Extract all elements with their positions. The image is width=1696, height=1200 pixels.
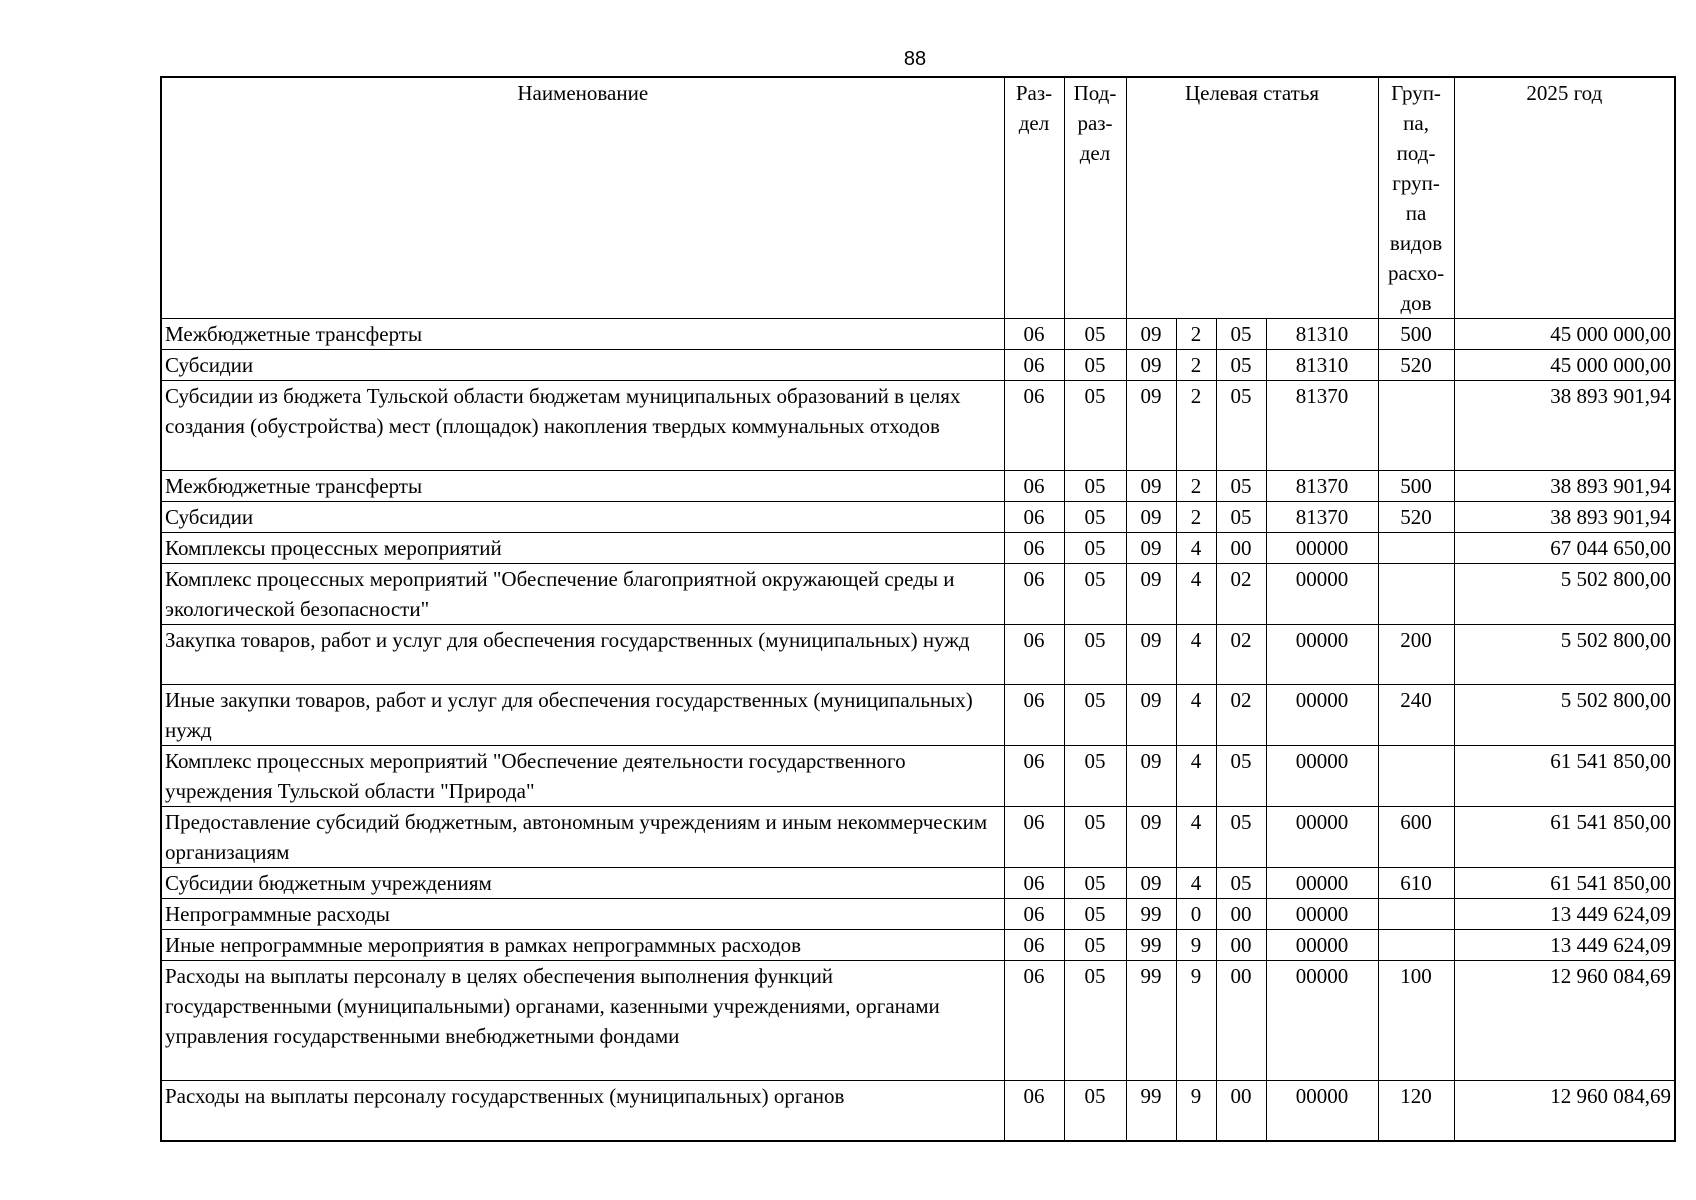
row-target-program: 09 bbox=[1126, 746, 1176, 807]
row-target-structure: 05 bbox=[1216, 868, 1266, 899]
row-target-type: 4 bbox=[1176, 533, 1216, 564]
row-section: 06 bbox=[1004, 381, 1064, 471]
row-expense-group: 500 bbox=[1378, 471, 1454, 502]
row-amount: 13 449 624,09 bbox=[1454, 899, 1675, 930]
row-target-direction: 81310 bbox=[1266, 319, 1378, 350]
row-section: 06 bbox=[1004, 899, 1064, 930]
row-name: Предоставление субсидий бюджетным, автономным учреждениям и иным некоммерческим организациям bbox=[161, 807, 1004, 868]
row-target-program: 09 bbox=[1126, 868, 1176, 899]
row-expense-group bbox=[1378, 381, 1454, 471]
row-target-structure: 02 bbox=[1216, 685, 1266, 746]
table-row bbox=[161, 502, 1675, 533]
row-name: Межбюджетные трансферты bbox=[161, 319, 1004, 350]
row-target-type: 4 bbox=[1176, 685, 1216, 746]
row-section: 06 bbox=[1004, 625, 1064, 685]
row-target-program: 99 bbox=[1126, 961, 1176, 1081]
row-subsection: 05 bbox=[1064, 564, 1126, 625]
row-target-structure: 02 bbox=[1216, 625, 1266, 685]
row-expense-group: 100 bbox=[1378, 961, 1454, 1081]
row-expense-group: 120 bbox=[1378, 1081, 1454, 1141]
page-number: 88 bbox=[903, 48, 927, 70]
row-target-direction: 00000 bbox=[1266, 961, 1378, 1081]
row-target-structure: 00 bbox=[1216, 961, 1266, 1081]
row-target-direction: 00000 bbox=[1266, 1081, 1378, 1141]
row-subsection: 05 bbox=[1064, 899, 1126, 930]
row-expense-group: 600 bbox=[1378, 807, 1454, 868]
row-target-type: 9 bbox=[1176, 930, 1216, 961]
table-row bbox=[161, 807, 1675, 868]
row-section: 06 bbox=[1004, 961, 1064, 1081]
row-subsection: 05 bbox=[1064, 1081, 1126, 1141]
header-section-text: Раз- дел bbox=[1015, 81, 1053, 135]
row-expense-group bbox=[1378, 899, 1454, 930]
row-target-structure: 05 bbox=[1216, 471, 1266, 502]
row-target-program: 09 bbox=[1126, 350, 1176, 381]
row-target-program: 09 bbox=[1126, 533, 1176, 564]
row-name: Субсидии bbox=[161, 350, 1004, 381]
row-target-type: 2 bbox=[1176, 502, 1216, 533]
row-target-structure: 05 bbox=[1216, 807, 1266, 868]
row-expense-group: 610 bbox=[1378, 868, 1454, 899]
row-amount: 61 541 850,00 bbox=[1454, 807, 1675, 868]
row-target-type: 4 bbox=[1176, 868, 1216, 899]
row-target-type: 4 bbox=[1176, 625, 1216, 685]
row-target-program: 99 bbox=[1126, 1081, 1176, 1141]
row-target-structure: 05 bbox=[1216, 350, 1266, 381]
table-row bbox=[161, 471, 1675, 502]
row-subsection: 05 bbox=[1064, 961, 1126, 1081]
row-target-type: 0 bbox=[1176, 899, 1216, 930]
row-name: Расходы на выплаты персоналу государственных (муниципальных) органов bbox=[161, 1081, 1004, 1141]
row-subsection: 05 bbox=[1064, 319, 1126, 350]
row-amount: 12 960 084,69 bbox=[1454, 961, 1675, 1081]
row-target-direction: 00000 bbox=[1266, 930, 1378, 961]
row-target-type: 2 bbox=[1176, 381, 1216, 471]
row-subsection: 05 bbox=[1064, 685, 1126, 746]
row-target-program: 09 bbox=[1126, 381, 1176, 471]
row-section: 06 bbox=[1004, 564, 1064, 625]
table-row bbox=[161, 685, 1675, 746]
row-section: 06 bbox=[1004, 502, 1064, 533]
budget-table bbox=[160, 76, 1676, 1142]
row-expense-group bbox=[1378, 746, 1454, 807]
row-target-structure: 00 bbox=[1216, 533, 1266, 564]
row-expense-group: 200 bbox=[1378, 625, 1454, 685]
row-target-direction: 00000 bbox=[1266, 807, 1378, 868]
row-name: Комплекс процессных мероприятий "Обеспечение благоприятной окружающей среды и экологической безопасности" bbox=[161, 564, 1004, 625]
row-expense-group: 520 bbox=[1378, 350, 1454, 381]
row-subsection: 05 bbox=[1064, 381, 1126, 471]
row-target-program: 09 bbox=[1126, 502, 1176, 533]
row-target-program: 09 bbox=[1126, 471, 1176, 502]
row-section: 06 bbox=[1004, 746, 1064, 807]
table-row bbox=[161, 350, 1675, 381]
row-target-direction: 00000 bbox=[1266, 533, 1378, 564]
row-target-structure: 05 bbox=[1216, 746, 1266, 807]
row-target-program: 99 bbox=[1126, 899, 1176, 930]
row-target-structure: 00 bbox=[1216, 930, 1266, 961]
row-subsection: 05 bbox=[1064, 471, 1126, 502]
row-target-structure: 02 bbox=[1216, 564, 1266, 625]
row-target-direction: 81370 bbox=[1266, 471, 1378, 502]
header-year: 2025 год bbox=[1454, 77, 1675, 319]
row-expense-group bbox=[1378, 564, 1454, 625]
table-row bbox=[161, 319, 1675, 350]
table-row bbox=[161, 381, 1675, 471]
row-name: Непрограммные расходы bbox=[161, 899, 1004, 930]
row-target-direction: 81370 bbox=[1266, 502, 1378, 533]
row-expense-group: 240 bbox=[1378, 685, 1454, 746]
row-target-program: 09 bbox=[1126, 807, 1176, 868]
row-section: 06 bbox=[1004, 685, 1064, 746]
row-expense-group: 520 bbox=[1378, 502, 1454, 533]
row-subsection: 05 bbox=[1064, 625, 1126, 685]
row-amount: 61 541 850,00 bbox=[1454, 746, 1675, 807]
row-target-direction: 00000 bbox=[1266, 625, 1378, 685]
row-name: Комплекс процессных мероприятий "Обеспечение деятельности государственного учреждения Тульской области "Природа" bbox=[161, 746, 1004, 807]
row-amount: 38 893 901,94 bbox=[1454, 381, 1675, 471]
row-target-type: 4 bbox=[1176, 807, 1216, 868]
row-target-program: 09 bbox=[1126, 625, 1176, 685]
row-target-structure: 05 bbox=[1216, 319, 1266, 350]
table-row bbox=[161, 930, 1675, 961]
row-target-type: 9 bbox=[1176, 961, 1216, 1081]
row-name: Межбюджетные трансферты bbox=[161, 471, 1004, 502]
table-row bbox=[161, 868, 1675, 899]
row-target-type: 4 bbox=[1176, 564, 1216, 625]
row-target-type: 2 bbox=[1176, 319, 1216, 350]
row-section: 06 bbox=[1004, 471, 1064, 502]
row-amount: 38 893 901,94 bbox=[1454, 502, 1675, 533]
row-section: 06 bbox=[1004, 319, 1064, 350]
row-subsection: 05 bbox=[1064, 350, 1126, 381]
header-group-text: Груп- па, под- груп- па видов расхо- дов bbox=[1388, 81, 1445, 315]
row-target-type: 4 bbox=[1176, 746, 1216, 807]
row-target-direction: 00000 bbox=[1266, 685, 1378, 746]
row-amount: 61 541 850,00 bbox=[1454, 868, 1675, 899]
row-name: Субсидии бюджетным учреждениям bbox=[161, 868, 1004, 899]
row-target-direction: 00000 bbox=[1266, 868, 1378, 899]
row-amount: 5 502 800,00 bbox=[1454, 625, 1675, 685]
row-target-program: 99 bbox=[1126, 930, 1176, 961]
row-target-structure: 05 bbox=[1216, 381, 1266, 471]
table-row bbox=[161, 961, 1675, 1081]
row-amount: 13 449 624,09 bbox=[1454, 930, 1675, 961]
row-expense-group bbox=[1378, 930, 1454, 961]
table-row bbox=[161, 746, 1675, 807]
table-row bbox=[161, 1081, 1675, 1141]
row-target-type: 2 bbox=[1176, 471, 1216, 502]
row-amount: 67 044 650,00 bbox=[1454, 533, 1675, 564]
table-row bbox=[161, 899, 1675, 930]
row-name: Расходы на выплаты персоналу в целях обеспечения выполнения функций государственными (муниципальными) органами, казенными учреждениями, органами управления государственными внебюджетными фондами bbox=[161, 961, 1004, 1081]
header-subsection-text: Под- раз- дел bbox=[1073, 81, 1117, 165]
row-name: Иные закупки товаров, работ и услуг для обеспечения государственных (муниципальных) нужд bbox=[161, 685, 1004, 746]
row-target-program: 09 bbox=[1126, 319, 1176, 350]
row-target-direction: 00000 bbox=[1266, 564, 1378, 625]
row-name: Закупка товаров, работ и услуг для обеспечения государственных (муниципальных) нужд bbox=[161, 625, 1004, 685]
row-target-structure: 05 bbox=[1216, 502, 1266, 533]
row-subsection: 05 bbox=[1064, 533, 1126, 564]
row-subsection: 05 bbox=[1064, 807, 1126, 868]
row-target-direction: 00000 bbox=[1266, 899, 1378, 930]
row-amount: 45 000 000,00 bbox=[1454, 350, 1675, 381]
row-name: Иные непрограммные мероприятия в рамках непрограммных расходов bbox=[161, 930, 1004, 961]
table-row bbox=[161, 533, 1675, 564]
header-section bbox=[1004, 77, 1064, 319]
row-section: 06 bbox=[1004, 807, 1064, 868]
row-target-structure: 00 bbox=[1216, 1081, 1266, 1141]
row-subsection: 05 bbox=[1064, 868, 1126, 899]
row-target-structure: 00 bbox=[1216, 899, 1266, 930]
row-target-direction: 81310 bbox=[1266, 350, 1378, 381]
header-group bbox=[1378, 77, 1454, 319]
row-expense-group bbox=[1378, 533, 1454, 564]
row-name: Субсидии bbox=[161, 502, 1004, 533]
row-expense-group: 500 bbox=[1378, 319, 1454, 350]
row-target-direction: 00000 bbox=[1266, 746, 1378, 807]
row-name: Субсидии из бюджета Тульской области бюджетам муниципальных образований в целях создания (обустройства) мест (площадок) накопления твердых коммунальных отходов bbox=[161, 381, 1004, 471]
row-subsection: 05 bbox=[1064, 746, 1126, 807]
row-amount: 38 893 901,94 bbox=[1454, 471, 1675, 502]
row-section: 06 bbox=[1004, 350, 1064, 381]
row-amount: 12 960 084,69 bbox=[1454, 1081, 1675, 1141]
row-amount: 5 502 800,00 bbox=[1454, 685, 1675, 746]
row-section: 06 bbox=[1004, 930, 1064, 961]
row-name: Комплексы процессных мероприятий bbox=[161, 533, 1004, 564]
row-target-direction: 81370 bbox=[1266, 381, 1378, 471]
row-section: 06 bbox=[1004, 533, 1064, 564]
row-target-program: 09 bbox=[1126, 685, 1176, 746]
row-target-type: 2 bbox=[1176, 350, 1216, 381]
row-target-program: 09 bbox=[1126, 564, 1176, 625]
row-target-type: 9 bbox=[1176, 1081, 1216, 1141]
table-row bbox=[161, 625, 1675, 685]
row-section: 06 bbox=[1004, 868, 1064, 899]
row-section: 06 bbox=[1004, 1081, 1064, 1141]
row-amount: 5 502 800,00 bbox=[1454, 564, 1675, 625]
row-amount: 45 000 000,00 bbox=[1454, 319, 1675, 350]
table-row bbox=[161, 564, 1675, 625]
header-target: Целевая статья bbox=[1126, 77, 1378, 319]
header-subsection bbox=[1064, 77, 1126, 319]
row-subsection: 05 bbox=[1064, 502, 1126, 533]
row-subsection: 05 bbox=[1064, 930, 1126, 961]
header-row bbox=[161, 77, 1675, 319]
header-name: Наименование bbox=[161, 77, 1004, 319]
